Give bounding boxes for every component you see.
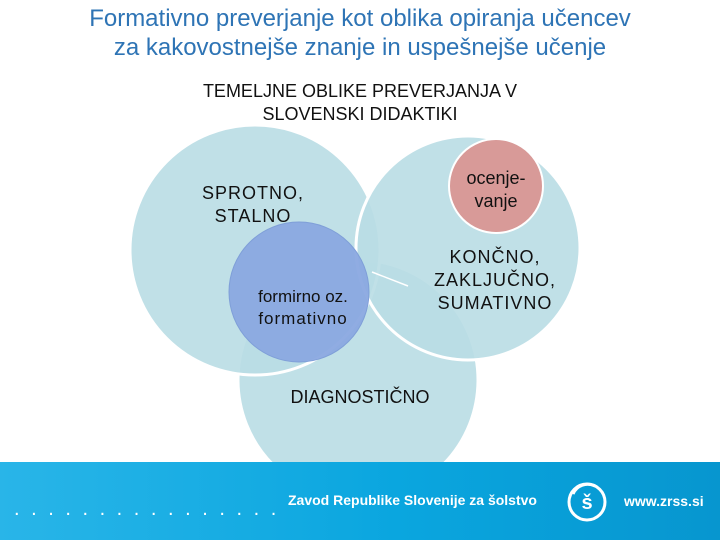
label-summative: [405, 246, 585, 315]
label-diagnostic: DIAGNOSTIČNO: [290, 387, 430, 407]
diagram-heading-line-2: SLOVENSKI DIDAKTIKI: [262, 104, 458, 124]
label-formative-line-1: formirno oz.: [258, 287, 348, 306]
title-line-1: Formativno preverjanje kot oblika opiranja učencev: [89, 5, 631, 32]
diagram-heading-line-1: TEMELJNE OBLIKE PREVERJANJA V: [202, 81, 518, 101]
label-formative: [228, 286, 378, 330]
label-grading-line-1: ocenje-: [466, 168, 526, 188]
svg-text:š: š: [581, 492, 593, 514]
label-formative-line-2: formativno: [258, 309, 348, 328]
organization-name: Zavod Republike Slovenije za šolstvo: [288, 492, 537, 508]
label-continuous-line-2: STALNO: [214, 206, 292, 226]
zrss-logo-icon: [565, 480, 609, 524]
title-line-2: za kakovostnejše znanje in uspešnejše učenje: [113, 34, 607, 61]
website-link[interactable]: www.zrss.si: [624, 493, 704, 509]
label-grading-line-2: vanje: [474, 191, 518, 211]
label-continuous: [188, 182, 318, 228]
footer-dots: . . . . . . . . . . . . . . . .: [14, 498, 280, 520]
label-summative-line-3: SUMATIVNO: [437, 293, 553, 313]
footer-bar: [0, 462, 720, 540]
label-continuous-line-1: SPROTNO,: [201, 183, 304, 203]
label-summative-line-2: ZAKLJUČNO,: [433, 270, 557, 290]
label-summative-line-1: KONČNO,: [449, 247, 541, 267]
label-grading: [446, 167, 546, 213]
